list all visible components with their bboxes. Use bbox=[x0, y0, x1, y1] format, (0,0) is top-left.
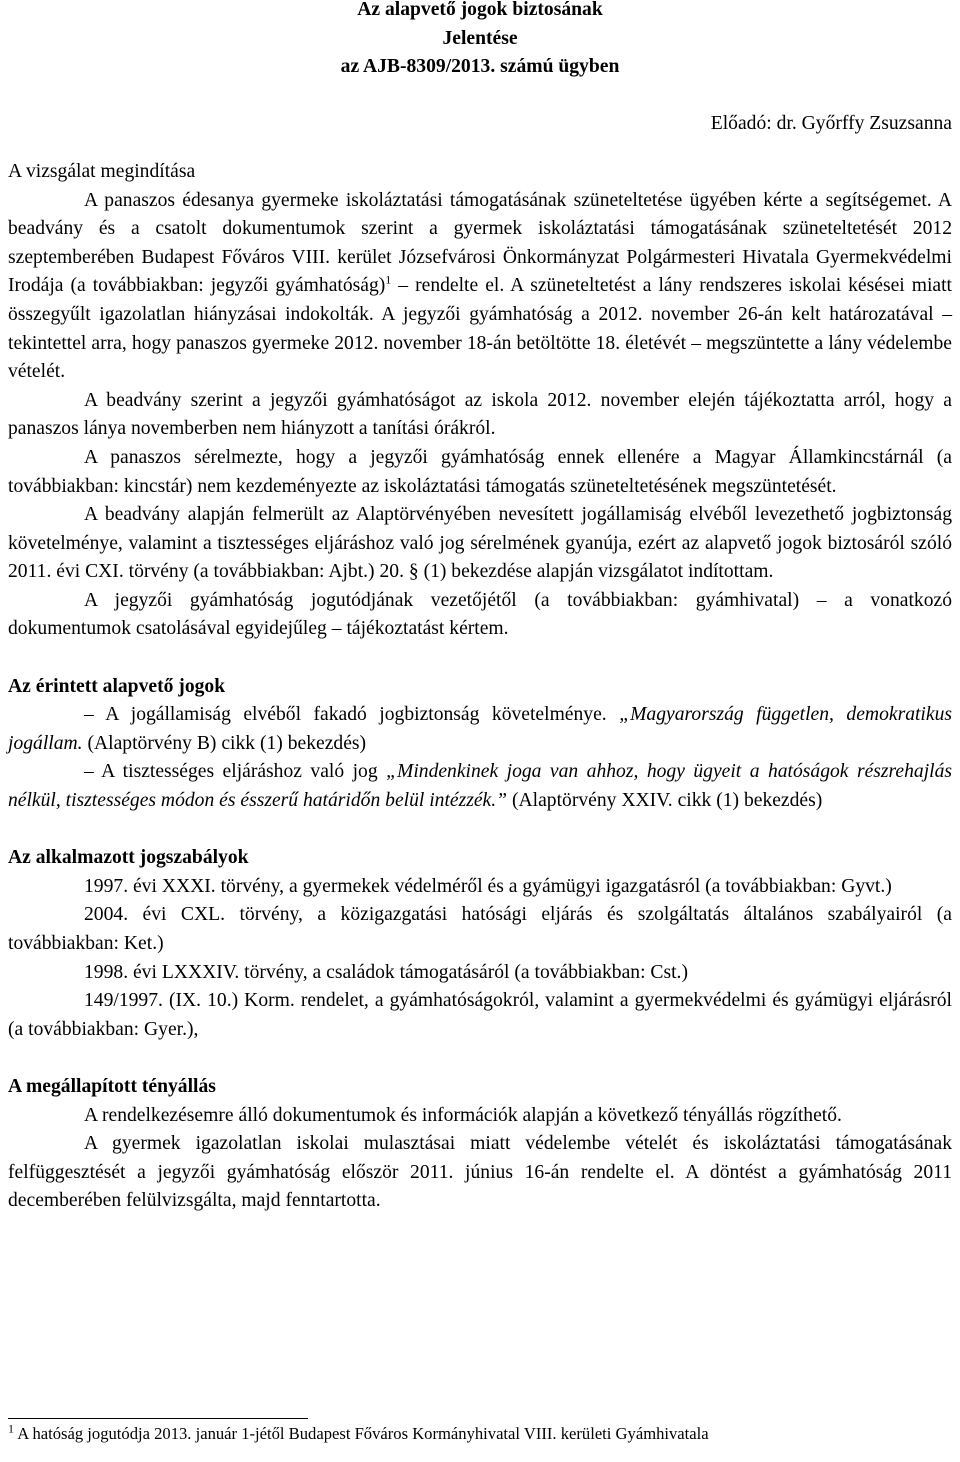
rights-1-reference: (Alaptörvény B) cikk (1) bekezdés) bbox=[82, 732, 367, 754]
heading-laws: Az alkalmazott jogszabályok bbox=[8, 847, 249, 869]
footnote-mark: 1 bbox=[8, 1421, 14, 1436]
initiation-p1-text-a: A panaszos édesanya gyermeke iskoláztatási támogatásának szüneteltetése ügyében kérte a segítségemet. A beadvány és a csatolt dokumentumok szerint a gyermek iskoláztatási támogatásának szüneteltetését 2012 szeptemberében Budapest Főváros VIII. kerület Józsefvárosi Önkormányzat Polgármesteri Hivatala Gyermekvédelmi Irodája (a továbbiakban: jegyzői gyámhatóság) bbox=[8, 189, 952, 297]
facts-paragraph-1: A rendelkezésemre álló dokumentumok és információk alapján a következő tényállás rögzíthető. bbox=[84, 1104, 842, 1126]
initiation-paragraph-5: A jegyzői gyámhatóság jogutódjának vezetőjétől (a továbbiakban: gyámhivatal) – a vonatkozó dokumentumok csatolásával egyidejűleg – tájékoztatást kértem. bbox=[8, 589, 952, 640]
law-item-3: 1998. évi LXXXIV. törvény, a családok támogatásáról (a továbbiakban: Cst.) bbox=[84, 961, 688, 983]
rights-item-1 bbox=[8, 701, 952, 758]
law-item-4: 149/1997. (IX. 10.) Korm. rendelet, a gyámhatóságokról, valamint a gyermekvédelmi és gyámügyi eljárásról (a továbbiakban: Gyer.), bbox=[8, 990, 952, 1040]
initiation-paragraph-1 bbox=[8, 187, 952, 387]
title-line-3: az AJB-8309/2013. számú ügyben bbox=[340, 56, 620, 78]
title-line-1: Az alapvető jogok biztosának bbox=[357, 0, 603, 20]
law-item-2: 2004. évi CXL. törvény, a közigazgatási hatósági eljárás és szolgáltatás általános szabályairól (a továbbiakban: Ket.) bbox=[8, 904, 952, 954]
document-title bbox=[8, 0, 952, 82]
initiation-paragraph-3: A panaszos sérelmezte, hogy a jegyzői gyámhatóság ennek ellenére a Magyar Államkincstárnál (a továbbiakban: kincstár) nem kezdeményezte az iskoláztatási támogatás szüneteltetésének megszüntetését. bbox=[8, 446, 952, 497]
rights-1-quote: „Magyarország független, demokratikus jogállam. bbox=[8, 704, 952, 754]
initiation-p1-text-b: – rendelte el. A szüneteltetést a lány rendszeres iskolai késései miatt összegyűlt igazolatlan hiányzásai indokolták. A jegyzői gyámhatóság a 2012. november 26-án kelt határozatával – tekintettel arra, hogy panaszos gyermeke 2012. november 18-án betöltötte 18. életévét – megszüntette a lány védelembe vételét. bbox=[8, 275, 952, 383]
spacer bbox=[8, 816, 952, 845]
title-line-2: Jelentése bbox=[442, 27, 518, 49]
rights-2-text: – A tisztességes eljáráshoz való jog bbox=[84, 761, 387, 783]
rights-2-quote: „Mindenkinek joga van ahhoz, hogy ügyeit a hatóságok részrehajlás nélkül, tisztességes módon és ésszerű határidőn belül intézzék.” bbox=[8, 761, 953, 812]
heading-rights: Az érintett alapvető jogok bbox=[8, 675, 226, 697]
footnote bbox=[8, 1422, 952, 1446]
facts-paragraph-2: A gyermek igazolatlan iskolai mulasztásai miatt védelembe vételét és iskoláztatási támogatásának felfüggesztését a jegyzői gyámhatóság először 2011. június 16-án rendelte el. A döntést a gyámhatóság 2011 decemberében felülvizsgálta, majd fenntartotta. bbox=[8, 1133, 952, 1212]
rights-2-reference: (Alaptörvény XXIV. cikk (1) bekezdés) bbox=[507, 790, 823, 812]
spacer bbox=[8, 644, 952, 673]
presenter-line: Előadó: dr. Győrffy Zsuzsanna bbox=[710, 112, 952, 134]
footnote-text: A hatóság jogutódja 2013. január 1-jétől Budapest Főváros Kormányhivatal VIII. kerületi Gyámhivatala bbox=[14, 1424, 709, 1443]
heading-initiation: A vizsgálat megindítása bbox=[8, 160, 196, 182]
spacer bbox=[8, 1044, 952, 1073]
rights-1-text: – A jogállamiság elvéből fakadó jogbiztonság követelménye. bbox=[84, 704, 620, 726]
initiation-paragraph-4: A beadvány alapján felmerült az Alaptörvényében nevesített jogállamiság elvéből levezethető jogbiztonság követelménye, valamint a tisztességes eljáráshoz való jog sérelmének gyanúja, ezért az alapvető jogok biztosáról szóló 2011. évi CXI. törvény (a továbbiakban: Ajbt.) 20. § (1) bekezdése alapján vizsgálatot indítottam. bbox=[8, 504, 952, 583]
footnote-separator bbox=[8, 1418, 308, 1419]
rights-item-2 bbox=[8, 758, 952, 815]
initiation-paragraph-2: A beadvány szerint a jegyzői gyámhatóságot az iskola 2012. november elején tájékoztatta arról, hogy a panaszos lánya novemberben nem hiányzott a tanítási órákról. bbox=[8, 389, 952, 440]
heading-facts: A megállapított tényállás bbox=[8, 1075, 216, 1097]
law-item-1: 1997. évi XXXI. törvény, a gyermekek védelméről és a gyámügyi igazgatásról (a továbbiakban: Gyvt.) bbox=[84, 875, 892, 897]
footnote-reference[interactable]: 1 bbox=[385, 272, 392, 287]
